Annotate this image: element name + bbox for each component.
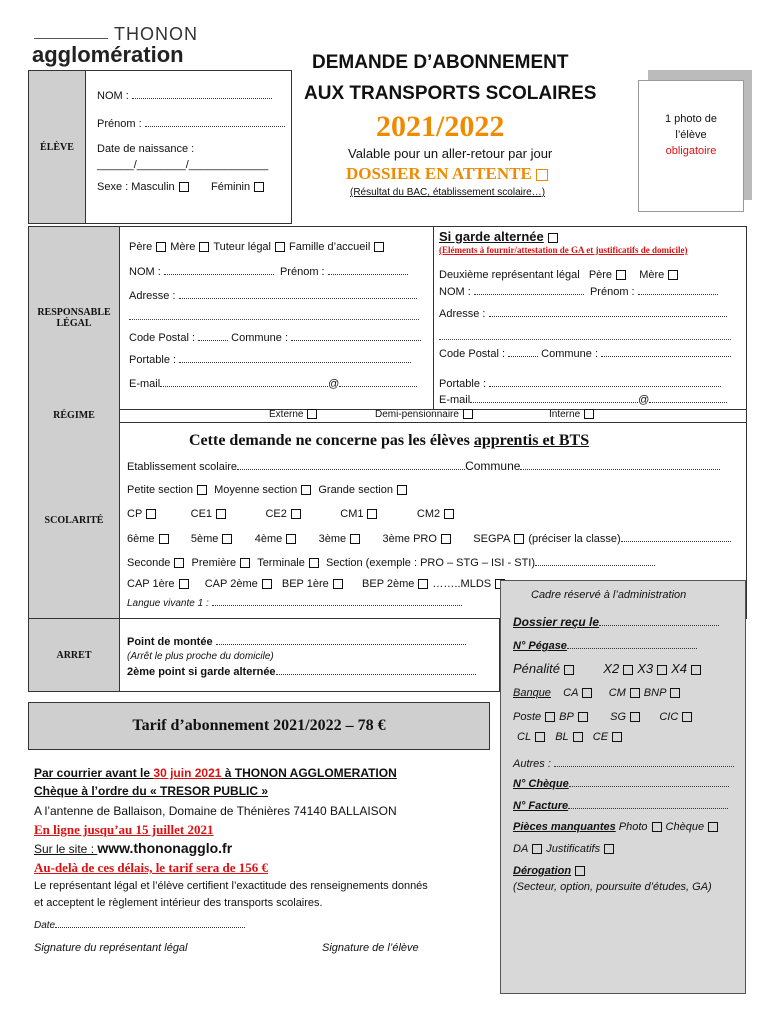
regime-demi: Demi-pensionnaire: [375, 409, 477, 420]
logo-rule: [34, 38, 108, 39]
signature-eleve: Signature de l’élève: [322, 942, 419, 954]
scol-primaire: CP CE1 CE2 CM1 CM2: [127, 508, 458, 520]
eleve-label: ÉLÈVE: [29, 71, 86, 223]
title-line2: AUX TRANSPORTS SCOLAIRES: [304, 83, 597, 104]
resp-email: E-mail @: [129, 377, 417, 390]
admin-cheque: N° Chèque: [513, 777, 729, 790]
resp-cp: Code Postal : Commune :: [129, 331, 421, 344]
admin-poste: Poste BP SG CIC: [513, 711, 696, 723]
scol-college: 6ème 5ème 4ème 3ème 3ème PRO SEGPA (préciser la classe): [127, 532, 731, 545]
tarif-label: Tarif d’abonnement 2021/2022 – 78 €: [132, 717, 386, 734]
ga-portable: Portable :: [439, 377, 721, 390]
admin-derog: Dérogation: [513, 865, 589, 877]
resp-label: RESPONSABLE LÉGAL: [29, 227, 120, 409]
resp-nom: NOM : Prénom :: [129, 265, 408, 278]
regime-row: [28, 408, 747, 423]
admin-pegase: N° Pégase: [513, 639, 697, 652]
ga-title: Si garde alternée: [439, 229, 562, 244]
ga-note: (Eléments à fournir/attestation de GA et justificatifs de domicile): [439, 245, 688, 255]
logo-bottom: agglomération: [32, 42, 184, 67]
admin-penalite: Pénalité X2 X3 X4: [513, 661, 705, 676]
courrier-l3: A l’antenne de Ballaison, Domaine de Thénières 74140 BALLAISON: [34, 804, 397, 818]
eleve-nom: NOM :: [97, 89, 272, 102]
arret-block: [28, 618, 500, 692]
courrier-l2: Chèque à l’ordre du « TRESOR PUBLIC »: [34, 784, 269, 798]
courrier-l5: Sur le site : www.thononagglo.fr: [34, 840, 233, 856]
photo-l2: l’élève: [675, 129, 707, 141]
logo: [32, 22, 212, 72]
scol-etab: Etablissement scolaire Commune: [127, 459, 720, 473]
scol-label: SCOLARITÉ: [29, 422, 120, 618]
eleve-sexe: Sexe : Masculin Féminin: [97, 181, 268, 193]
eleve-prenom: Prénom :: [97, 117, 285, 130]
admin-derog-note: (Secteur, option, poursuite d’études, GA): [513, 881, 712, 893]
courrier-l4: En ligne jusqu’au 15 juillet 2021: [34, 822, 214, 837]
courrier-l6: Au-delà de ces délais, le tarif sera de 156 €: [34, 860, 268, 875]
courrier-l8: et acceptent le règlement intérieur des transports scolaires.: [34, 897, 323, 909]
masculin-checkbox[interactable]: [179, 182, 189, 192]
regime-label: RÉGIME: [29, 408, 120, 422]
photo-l1: 1 photo de: [665, 113, 717, 125]
courrier-l7: Le représentant légal et l’élève certifient l’exactitude des renseignements donnés: [34, 880, 428, 892]
admin-facture: N° Facture: [513, 799, 728, 812]
scol-maternelle: Petite section Moyenne section Grande section: [127, 484, 411, 496]
ga-cp: Code Postal : Commune :: [439, 347, 731, 360]
admin-autres: Autres :: [513, 757, 734, 770]
title-attente: DOSSIER EN ATTENTE: [346, 164, 552, 184]
resp-block: [28, 226, 747, 410]
scol-langue: Langue vivante 1 :: [127, 596, 462, 609]
title-line1: DEMANDE D’ABONNEMENT: [312, 52, 569, 73]
admin-pieces: Pièces manquantes Photo Chèque: [513, 821, 722, 833]
admin-da: DA Justificatifs: [513, 843, 618, 855]
title-valid: Valable pour un aller-retour par jour: [348, 146, 553, 161]
title-attente-note: (Résultat du BAC, établissement scolaire…): [350, 187, 546, 198]
arret-point: Point de montée: [127, 635, 466, 648]
courrier-date: Date: [34, 918, 245, 931]
ga-nom: NOM : Prénom :: [439, 285, 718, 298]
ga-email: E-mail @: [439, 393, 727, 406]
eleve-date-blank: ______/________/_____________: [97, 159, 269, 171]
arret-second: 2ème point si garde alternée: [127, 665, 476, 678]
admin-cl: CL BL CE: [517, 731, 626, 743]
attente-checkbox[interactable]: [536, 169, 548, 181]
resp-options: Père Mère Tuteur légal Famille d’accueil: [129, 241, 388, 253]
ga-deux: Deuxième représentant légal Père Mère: [439, 269, 682, 281]
resp-adresse: Adresse :: [129, 289, 417, 302]
resp-portable: Portable :: [129, 353, 411, 366]
title-year: 2021/2022: [376, 110, 505, 143]
admin-title: Cadre réservé à l’administration: [531, 589, 687, 601]
scol-pro: CAP 1ère CAP 2ème BEP 1ère BEP 2ème ……..MLDS: [127, 578, 509, 590]
scol-lycee: Seconde Première Terminale Section (exemple : PRO – STG – ISI - STI): [127, 556, 655, 569]
logo-top: THONON: [114, 24, 198, 44]
feminin-checkbox[interactable]: [254, 182, 264, 192]
admin-banque: Banque CA CM BNP: [513, 687, 684, 699]
signature-representant: Signature du représentant légal: [34, 942, 188, 954]
courrier-l1: Par courrier avant le 30 juin 2021 à THONON AGGLOMERATION: [34, 766, 397, 780]
ga-adresse: Adresse :: [439, 307, 727, 320]
scol-headline: Cette demande ne concerne pas les élèves apprentis et BTS: [189, 432, 590, 449]
site-link[interactable]: www.thononagglo.fr: [97, 840, 233, 856]
eleve-block: [28, 70, 292, 224]
regime-externe: Externe: [269, 409, 321, 420]
photo-box: [638, 80, 744, 212]
tarif-box: [28, 702, 490, 750]
eleve-naissance: Date de naissance :: [97, 143, 195, 155]
regime-interne: Interne: [549, 409, 598, 420]
arret-note: (Arrêt le plus proche du domicile): [127, 651, 274, 662]
arret-label: ARRET: [29, 619, 120, 691]
admin-dossier: Dossier reçu le: [513, 615, 719, 629]
admin-box: [500, 580, 746, 994]
photo-l3: obligatoire: [665, 145, 717, 157]
